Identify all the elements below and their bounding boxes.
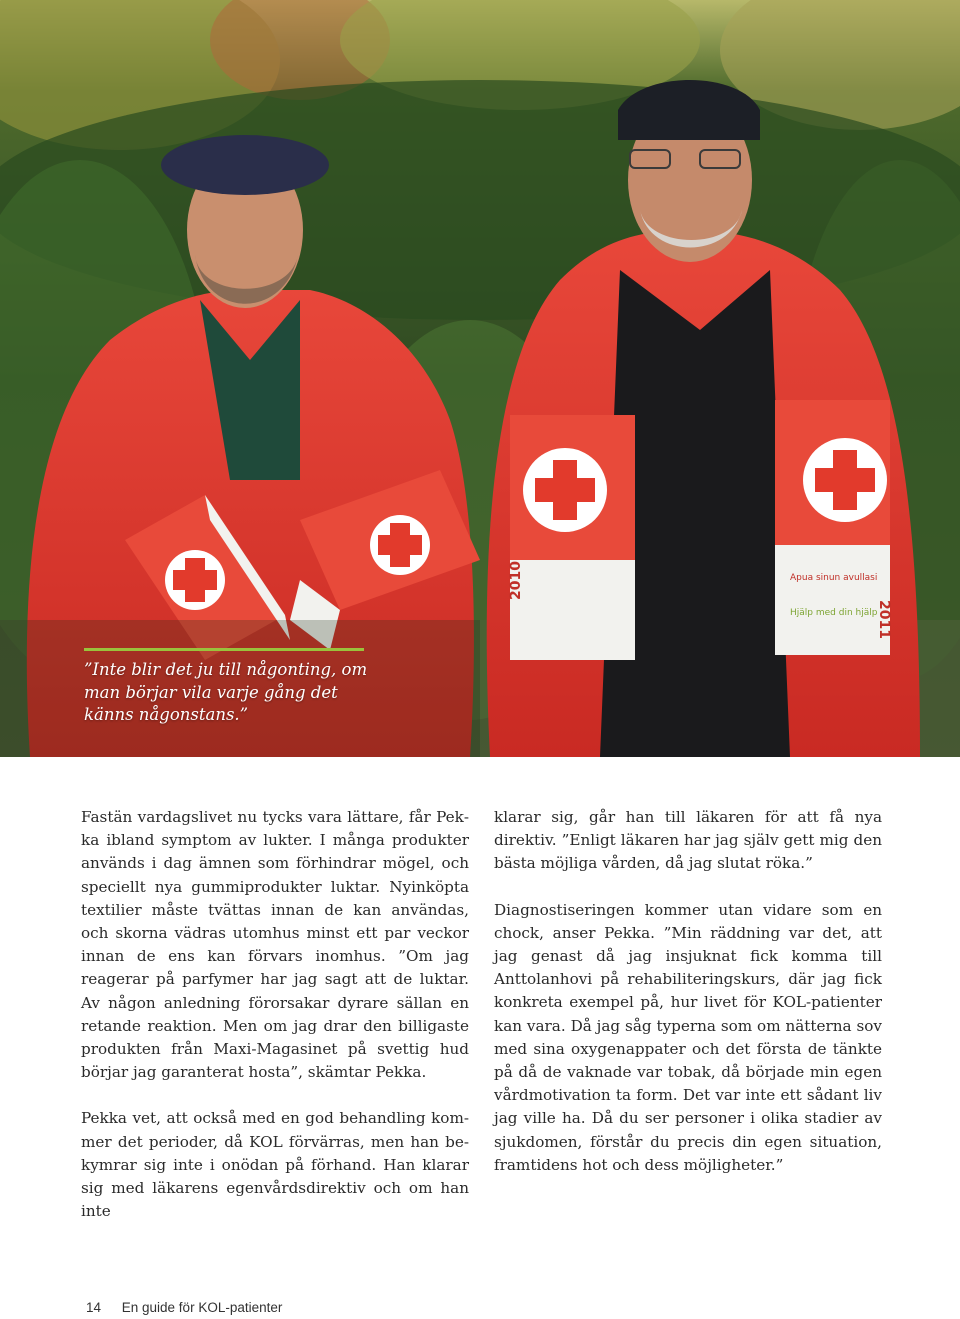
column-right <box>494 806 882 1200</box>
paragraph: Fastän vardagslivet nu tycks vara lättare, får Pekka ibland symptom av lukter. I många produkter används i dag ämnen som förhindrar mögel, och speciellt nya gummiprodukter luktar. Nyinköpta textilier måste tvättas innan de kan användas, och skorna vädras utomhus minst ett par veckor innan de ens kan förvars inomhus. ”Om jag reagerar på parfymer har jag sagt att de luktar. Av någon anledning förorsakar dyrare sällan en retande reaktion. Men om jag drar den billigaste produkten från Maxi-Magasinet på svettig hud börjar jag garanterat hosta”, skämtar Pekka. <box>81 808 469 1082</box>
pull-quote: ”Inte blir det ju till någonting, om man börjar vila varje gång det känns någonstans.” <box>84 660 368 724</box>
footer-title: En guide för KOL-patienter <box>121 1300 283 1315</box>
box-label-3: 2011 <box>876 600 892 639</box>
caption-rule <box>84 648 364 651</box>
paragraph: klarar sig, går han till läkaren för att få nya direktiv. ”Enligt läkaren har jag själv gett mig den bästa möjliga vården, då jag slutat röka.” <box>494 808 882 873</box>
box-label-4: 2010 <box>508 561 524 600</box>
box-label-2: Hjälp med din hjälp <box>790 608 878 618</box>
page-number: 14 <box>86 1300 102 1315</box>
column-left <box>81 806 469 1246</box>
box-label-1: Apua sinun avullasi <box>790 573 878 583</box>
paragraph: Pekka vet, att också med en god behandling kommer det perioder, då KOL förvärras, men han bekymrar sig inte i onödan på förhand. Han klarar sig med läkarens egenvårdsdirektiv och om han inte <box>81 1109 469 1221</box>
page-footer <box>86 1300 282 1315</box>
paragraph: Diagnostiseringen kommer utan vidare som en chock, anser Pekka. ”Min räddning var det, att jag genast då jag insjuknat fick komma till Anttolanhovi på rehabiliteringskurs, där jag fick konkreta exempel på, hur livet för KOL-patienter kan vara. Då jag såg typerna som om nätterna sov med sina oxygenappater och det första de tänkte på då de vaknade var tobak, då började min egen vårdmotivation ta form. Det var inte ett sådant liv jag ville ha. Då du ser personer i olika stadier av sjukdomen, förstår du precis din egen situation, framtidens hot och dess möjligheter.” <box>494 900 882 1174</box>
